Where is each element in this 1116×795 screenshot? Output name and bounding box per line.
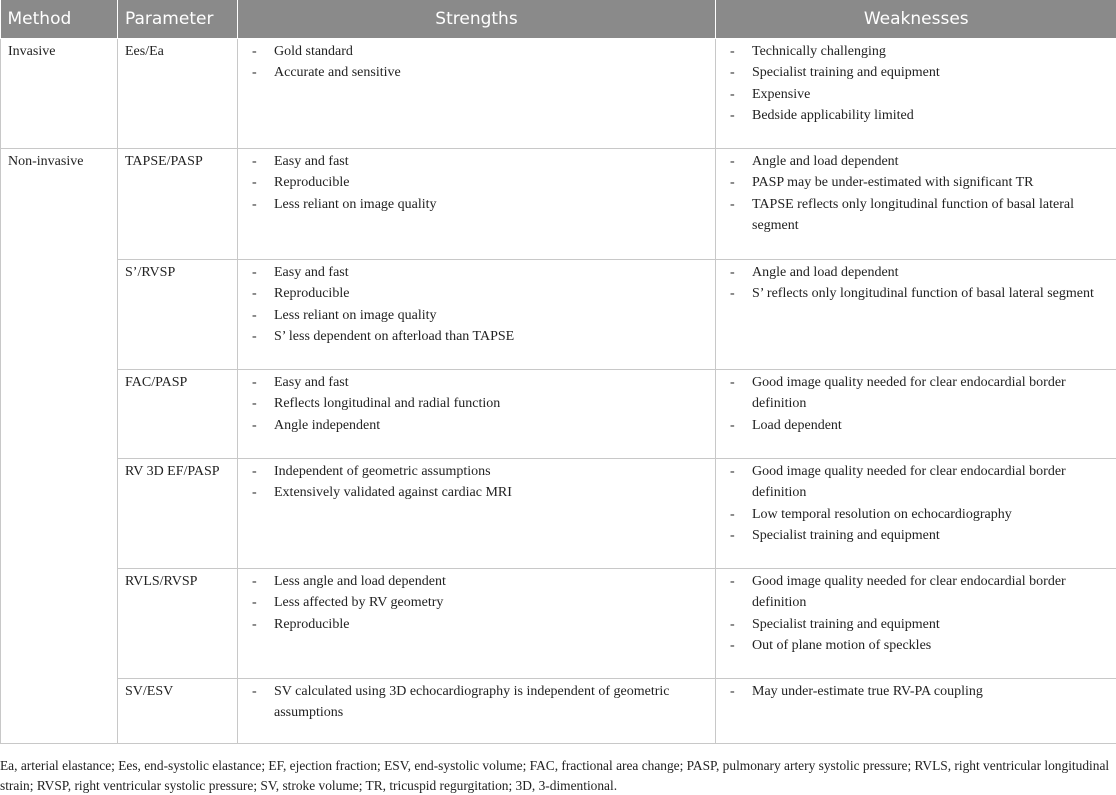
table-row: [1, 459, 1116, 569]
table-row: [1, 569, 1116, 679]
method-cell: Invasive: [1, 39, 118, 149]
list-item: - May under-estimate true RV-PA coupling: [723, 681, 1110, 702]
list-item: - Technically challenging: [723, 41, 1110, 62]
strengths-cell: [238, 370, 716, 459]
strengths-cell: [238, 260, 716, 370]
list-item: - Less reliant on image quality: [245, 194, 709, 215]
list-item: - PASP may be under-estimated with significant TR: [723, 172, 1110, 193]
parameter-cell: TAPSE/PASP: [118, 149, 238, 260]
list-item: - Extensively validated against cardiac MRI: [245, 482, 709, 503]
strengths-cell: [238, 149, 716, 260]
table-row: [1, 370, 1116, 459]
parameter-cell: Ees/Ea: [118, 39, 238, 149]
parameter-cell: S’/RVSP: [118, 260, 238, 370]
list-item: - Less angle and load dependent: [245, 571, 709, 592]
list-item: - S’ reflects only longitudinal function of basal lateral segment: [723, 283, 1110, 304]
list-item: - Good image quality needed for clear endocardial border definition: [723, 571, 1110, 614]
strengths-cell: [238, 459, 716, 569]
strengths-cell: [238, 39, 716, 149]
list-item: - Reproducible: [245, 283, 709, 304]
list-item: - Good image quality needed for clear endocardial border definition: [723, 372, 1110, 415]
list-item: - Angle and load dependent: [723, 151, 1110, 172]
weaknesses-cell: [716, 39, 1116, 149]
table-row: [1, 260, 1116, 370]
list-item: - Angle and load dependent: [723, 262, 1110, 283]
header-weaknesses: Weaknesses: [716, 0, 1116, 39]
list-item: - Expensive: [723, 84, 1110, 105]
list-item: - Bedside applicability limited: [723, 105, 1110, 126]
parameter-cell: RV 3D EF/PASP: [118, 459, 238, 569]
list-item: - TAPSE reflects only longitudinal function of basal lateral segment: [723, 194, 1110, 237]
parameter-cell: FAC/PASP: [118, 370, 238, 459]
list-item: - Out of plane motion of speckles: [723, 635, 1110, 656]
weaknesses-cell: [716, 679, 1116, 744]
list-item: - Easy and fast: [245, 151, 709, 172]
table-footnote: Ea, arterial elastance; Ees, end-systolic elastance; EF, ejection fraction; ESV, end-systolic volume; FAC, fractional area change; PASP, pulmonary artery systolic pressure; RVLS, right ventricular longitudinal strain; RVSP, right ventricular systolic pressure; SV, stroke volume; TR, tricuspid regurgitation; 3D, 3-dimentional.: [0, 758, 1110, 793]
list-item: - Less affected by RV geometry: [245, 592, 709, 613]
list-item: - Reproducible: [245, 614, 709, 635]
table-row: [1, 39, 1116, 149]
table-row: [1, 679, 1116, 744]
list-item: - Easy and fast: [245, 372, 709, 393]
list-item: - Independent of geometric assumptions: [245, 461, 709, 482]
strengths-cell: [238, 679, 716, 744]
list-item: - Accurate and sensitive: [245, 62, 709, 83]
weaknesses-cell: [716, 260, 1116, 370]
strengths-cell: [238, 569, 716, 679]
list-item: - Good image quality needed for clear endocardial border definition: [723, 461, 1110, 504]
list-item: - Low temporal resolution on echocardiography: [723, 504, 1110, 525]
weaknesses-cell: [716, 370, 1116, 459]
list-item: - Reflects longitudinal and radial function: [245, 393, 709, 414]
header-method: Method: [1, 0, 118, 39]
parameter-cell: SV/ESV: [118, 679, 238, 744]
weaknesses-cell: [716, 149, 1116, 260]
list-item: - Angle independent: [245, 415, 709, 436]
weaknesses-cell: [716, 459, 1116, 569]
list-item: - Less reliant on image quality: [245, 305, 709, 326]
header-strengths: Strengths: [238, 0, 716, 39]
list-item: - Load dependent: [723, 415, 1110, 436]
list-item: - Easy and fast: [245, 262, 709, 283]
list-item: - Specialist training and equipment: [723, 525, 1110, 546]
table-row: [1, 149, 1116, 260]
header-row: [1, 0, 1116, 39]
list-item: - Gold standard: [245, 41, 709, 62]
list-item: - SV calculated using 3D echocardiography is independent of geometric assumptions: [245, 681, 709, 724]
method-cell: Non-invasive: [1, 149, 118, 744]
list-item: - Reproducible: [245, 172, 709, 193]
header-parameter: Parameter: [118, 0, 238, 39]
weaknesses-cell: [716, 569, 1116, 679]
list-item: - S’ less dependent on afterload than TAPSE: [245, 326, 709, 347]
list-item: - Specialist training and equipment: [723, 62, 1110, 83]
list-item: - Specialist training and equipment: [723, 614, 1110, 635]
parameter-cell: RVLS/RVSP: [118, 569, 238, 679]
